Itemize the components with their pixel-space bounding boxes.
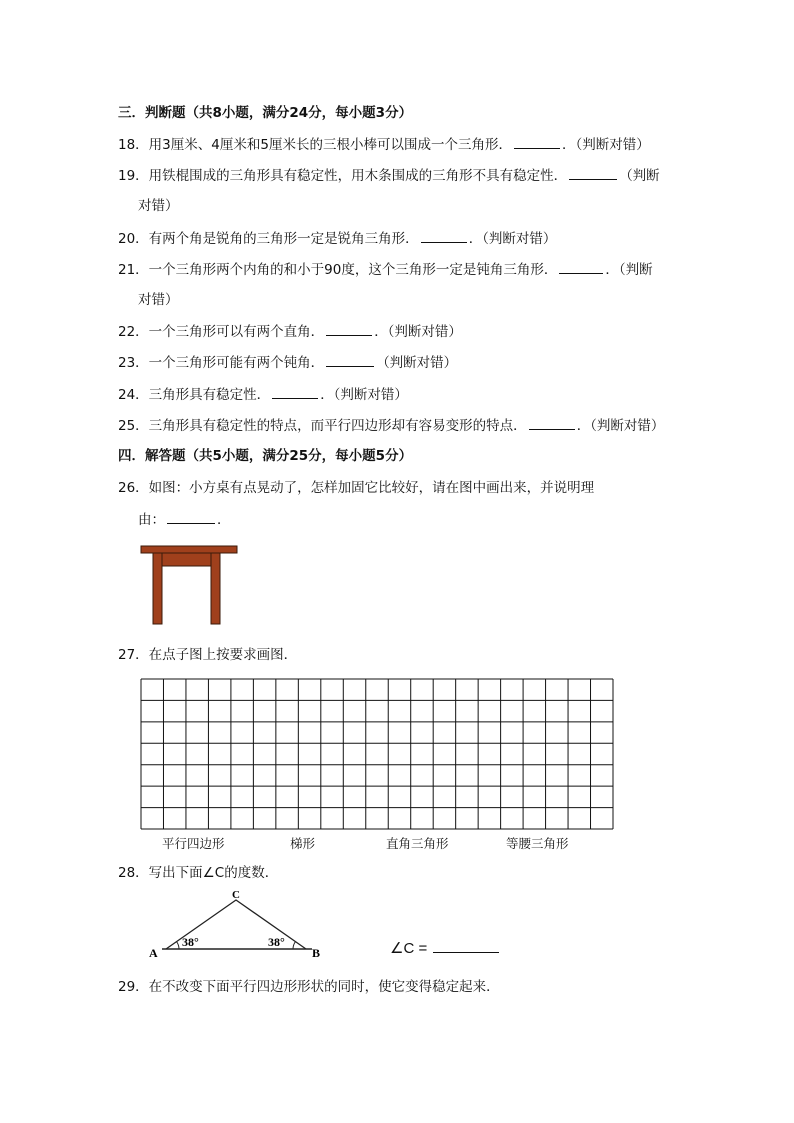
grid-label-right-triangle: 直角三角形 xyxy=(386,836,449,851)
grid-label-trapezoid: 梯形 xyxy=(290,836,316,851)
question-26-cont-suffix: ． xyxy=(217,512,231,528)
answer-blank-19[interactable] xyxy=(569,166,617,180)
answer-blank-21[interactable] xyxy=(559,260,603,274)
table-top xyxy=(141,546,237,553)
question-21-continuation: 对错） xyxy=(138,292,179,308)
question-26-continuation xyxy=(138,510,231,529)
angle-b-label: 38° xyxy=(268,935,285,949)
angle-a-arc xyxy=(177,942,180,950)
table-left-leg xyxy=(153,553,162,624)
vertex-a-label: A xyxy=(149,946,158,960)
question-20 xyxy=(118,229,556,248)
question-26-cont-prefix: 由： xyxy=(138,512,165,528)
angle-c-label: ∠C = xyxy=(390,940,428,957)
answer-blank-25[interactable] xyxy=(529,416,575,430)
angle-b-arc xyxy=(293,942,296,950)
question-28: 28．写出下面∠C的度数． xyxy=(118,865,279,881)
table-right-leg xyxy=(211,553,220,624)
question-22 xyxy=(118,322,462,341)
question-19-suffix: （判断 xyxy=(619,168,660,184)
question-19-text: 19．用铁棍围成的三角形具有稳定性，用木条围成的三角形不具有稳定性． xyxy=(118,168,568,184)
answer-blank-24[interactable] xyxy=(272,385,318,399)
question-23-suffix: （判断对错） xyxy=(376,355,458,371)
question-21 xyxy=(118,260,653,279)
question-20-text: 20．有两个角是锐角的三角形一定是锐角三角形． xyxy=(118,231,419,247)
question-24 xyxy=(118,385,408,404)
question-22-text: 22．一个三角形可以有两个直角． xyxy=(118,324,325,340)
dot-grid[interactable] xyxy=(140,678,614,830)
question-20-suffix: ．（判断对错） xyxy=(468,231,557,247)
question-22-suffix: ．（判断对错） xyxy=(374,324,462,340)
question-21-text: 21．一个三角形两个内角的和小于90度，这个三角形一定是钝角三角形． xyxy=(118,262,558,278)
question-25 xyxy=(118,416,664,435)
question-23 xyxy=(118,353,457,372)
answer-blank-26[interactable] xyxy=(167,510,215,524)
answer-blank-28[interactable] xyxy=(433,938,499,953)
section-4-heading: 四．解答题（共5小题，满分25分，每小题5分） xyxy=(118,448,413,464)
answer-blank-20[interactable] xyxy=(421,229,467,243)
question-27: 27．在点子图上按要求画图． xyxy=(118,647,298,663)
angle-a-label: 38° xyxy=(182,935,199,949)
table-illustration[interactable] xyxy=(140,544,240,626)
question-19 xyxy=(118,166,660,185)
table-apron xyxy=(162,553,218,566)
section-3-heading: 三．判断题（共8小题，满分24分，每小题3分） xyxy=(118,105,413,121)
question-25-text: 25．三角形具有稳定性的特点，而平行四边形却有容易变形的特点． xyxy=(118,418,527,434)
question-18-text: 18．用3厘米、4厘米和5厘米长的三根小棒可以围成一个三角形． xyxy=(118,137,512,153)
answer-blank-18[interactable] xyxy=(514,135,560,149)
vertex-c-label: C xyxy=(232,890,240,901)
question-29: 29．在不改变下面平行四边形形状的同时，使它变得稳定起来． xyxy=(118,979,500,995)
question-19-continuation: 对错） xyxy=(138,198,179,214)
vertex-b-label: B xyxy=(312,946,321,960)
question-18-suffix: ．（判断对错） xyxy=(561,137,650,153)
question-26: 26．如图：小方桌有点晃动了，怎样加固它比较好，请在图中画出来，并说明理 xyxy=(118,480,595,496)
question-18 xyxy=(118,135,650,154)
answer-blank-23[interactable] xyxy=(326,353,374,367)
question-24-text: 24．三角形具有稳定性． xyxy=(118,387,271,403)
question-23-text: 23．一个三角形可能有两个钝角． xyxy=(118,355,325,371)
answer-blank-22[interactable] xyxy=(326,322,372,336)
question-21-suffix: ．（判断 xyxy=(605,262,653,278)
angle-c-answer xyxy=(390,938,501,957)
question-25-suffix: ．（判断对错） xyxy=(576,418,665,434)
grid-label-parallelogram: 平行四边形 xyxy=(162,836,225,851)
grid-label-isosceles-triangle: 等腰三角形 xyxy=(506,836,569,851)
question-24-suffix: ．（判断对错） xyxy=(320,387,408,403)
triangle-figure xyxy=(146,890,346,964)
